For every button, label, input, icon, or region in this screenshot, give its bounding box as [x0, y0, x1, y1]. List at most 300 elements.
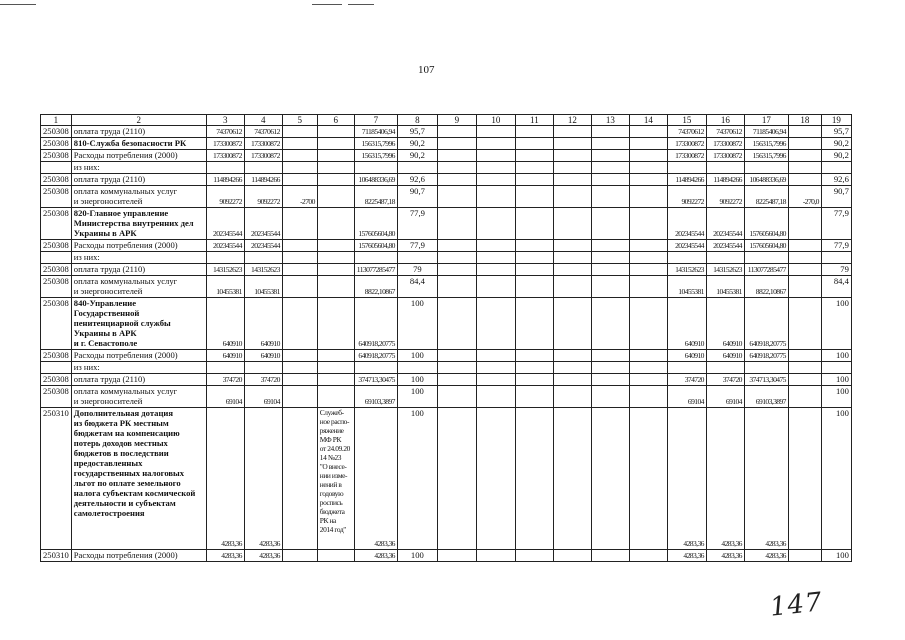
empty-col-14: [629, 374, 667, 386]
value-col-16: 173300872: [706, 150, 744, 162]
empty-col-12: [553, 208, 591, 240]
empty-col-9: [437, 240, 476, 252]
column-header: 9: [437, 115, 476, 126]
value-col-17: [744, 252, 788, 264]
value-col-3: 202345544: [206, 208, 244, 240]
value-col-18: [788, 386, 821, 408]
column-header: 2: [71, 115, 206, 126]
row-code: 250310: [41, 408, 72, 550]
value-col-15: [667, 162, 706, 174]
column-header: 15: [667, 115, 706, 126]
value-col-3: 9092272: [206, 186, 244, 208]
value-col-16: 9092272: [706, 186, 744, 208]
value-col-15: [667, 252, 706, 264]
value-col-18: [788, 298, 821, 350]
value-col-16: 4283,36: [706, 408, 744, 550]
percent-col-8: 100: [397, 408, 437, 550]
row-name: оплата труда (2110): [71, 126, 206, 138]
row-code: 250308: [41, 276, 72, 298]
row-code: 250308: [41, 298, 72, 350]
percent-col-19: 95,7: [821, 126, 851, 138]
empty-col-10: [476, 208, 515, 240]
empty-col-9: [437, 550, 476, 562]
percent-col-19: 100: [821, 374, 851, 386]
table-row: [41, 162, 852, 174]
column-header: 10: [476, 115, 515, 126]
value-col-5: [282, 174, 317, 186]
note-col-6: [317, 550, 354, 562]
value-col-3: 74370612: [206, 126, 244, 138]
value-col-18: [788, 252, 821, 264]
value-col-7: 69103,3897: [354, 386, 397, 408]
value-col-4: [244, 252, 282, 264]
percent-col-8: 95,7: [397, 126, 437, 138]
percent-col-19: 100: [821, 350, 851, 362]
page-number: 107: [418, 64, 435, 76]
table-row: [41, 252, 852, 264]
value-col-18: -270,0: [788, 186, 821, 208]
empty-col-14: [629, 162, 667, 174]
column-header: 12: [553, 115, 591, 126]
note-col-6: [317, 362, 354, 374]
empty-col-14: [629, 208, 667, 240]
column-header: 13: [591, 115, 629, 126]
row-name: Расходы потребления (2000): [71, 150, 206, 162]
column-header: 5: [282, 115, 317, 126]
value-col-16: 114894266: [706, 174, 744, 186]
row-code: 250308: [41, 208, 72, 240]
value-col-3: 173300872: [206, 138, 244, 150]
value-col-17: 113077285477: [744, 264, 788, 276]
note-col-6: [317, 208, 354, 240]
empty-col-12: [553, 138, 591, 150]
value-col-3: 69104: [206, 386, 244, 408]
value-col-5: [282, 408, 317, 550]
percent-col-8: 100: [397, 374, 437, 386]
row-name: оплата труда (2110): [71, 174, 206, 186]
empty-col-11: [515, 126, 553, 138]
value-col-4: 374720: [244, 374, 282, 386]
column-header: 14: [629, 115, 667, 126]
note-col-6: [317, 162, 354, 174]
row-code: [41, 362, 72, 374]
value-col-5: [282, 362, 317, 374]
value-col-18: [788, 138, 821, 150]
value-col-15: 374720: [667, 374, 706, 386]
percent-col-19: 79: [821, 264, 851, 276]
value-col-17: 157605604,80: [744, 208, 788, 240]
empty-col-12: [553, 186, 591, 208]
row-name: оплата коммунальных услуг и энергоносителей: [71, 186, 206, 208]
value-col-7: 156315,7996: [354, 150, 397, 162]
row-code: 250308: [41, 374, 72, 386]
percent-col-19: 90,2: [821, 138, 851, 150]
empty-col-11: [515, 138, 553, 150]
empty-col-9: [437, 252, 476, 264]
value-col-4: 10455381: [244, 276, 282, 298]
value-col-5: [282, 252, 317, 264]
empty-col-12: [553, 240, 591, 252]
empty-col-13: [591, 350, 629, 362]
empty-col-10: [476, 350, 515, 362]
value-col-17: 4283,36: [744, 408, 788, 550]
empty-col-12: [553, 150, 591, 162]
value-col-7: 8225487,18: [354, 186, 397, 208]
value-col-17: 640918,20775: [744, 298, 788, 350]
empty-col-11: [515, 162, 553, 174]
percent-col-19: [821, 252, 851, 264]
table-row: [41, 408, 852, 550]
empty-col-12: [553, 298, 591, 350]
value-col-5: -2700: [282, 186, 317, 208]
percent-col-19: 90,7: [821, 186, 851, 208]
empty-col-14: [629, 264, 667, 276]
table-row: [41, 240, 852, 252]
value-col-7: 113077285477: [354, 264, 397, 276]
empty-col-10: [476, 126, 515, 138]
value-col-7: 157605604,80: [354, 208, 397, 240]
row-code: [41, 162, 72, 174]
empty-col-14: [629, 276, 667, 298]
empty-col-13: [591, 408, 629, 550]
percent-col-19: 100: [821, 408, 851, 550]
value-col-4: 74370612: [244, 126, 282, 138]
value-col-17: 156315,7996: [744, 150, 788, 162]
value-col-17: 69103,3897: [744, 386, 788, 408]
percent-col-19: [821, 362, 851, 374]
column-header: 18: [788, 115, 821, 126]
percent-col-8: 100: [397, 550, 437, 562]
table-row: [41, 126, 852, 138]
value-col-15: 4283,36: [667, 408, 706, 550]
empty-col-9: [437, 264, 476, 276]
value-col-16: 202345544: [706, 240, 744, 252]
empty-col-12: [553, 374, 591, 386]
value-col-16: 640910: [706, 350, 744, 362]
value-col-16: [706, 252, 744, 264]
percent-col-19: 100: [821, 550, 851, 562]
empty-col-10: [476, 298, 515, 350]
row-code: 250308: [41, 264, 72, 276]
empty-col-9: [437, 408, 476, 550]
value-col-16: 74370612: [706, 126, 744, 138]
empty-col-11: [515, 362, 553, 374]
percent-col-8: 84,4: [397, 276, 437, 298]
value-col-3: [206, 362, 244, 374]
value-col-15: 4283,36: [667, 550, 706, 562]
empty-col-13: [591, 298, 629, 350]
row-code: 250308: [41, 386, 72, 408]
note-col-6: [317, 298, 354, 350]
empty-col-10: [476, 276, 515, 298]
percent-col-19: 77,9: [821, 208, 851, 240]
column-header: 8: [397, 115, 437, 126]
value-col-4: [244, 362, 282, 374]
empty-col-10: [476, 550, 515, 562]
empty-col-11: [515, 350, 553, 362]
value-col-15: 9092272: [667, 186, 706, 208]
empty-col-13: [591, 240, 629, 252]
empty-col-13: [591, 276, 629, 298]
empty-col-12: [553, 386, 591, 408]
value-col-5: [282, 298, 317, 350]
value-col-15: 640910: [667, 298, 706, 350]
empty-col-11: [515, 208, 553, 240]
value-col-18: [788, 150, 821, 162]
row-name: 820-Главное управление Министерства внутренних дел Украины в АРК: [71, 208, 206, 240]
row-name: оплата коммунальных услуг и энергоносителей: [71, 386, 206, 408]
value-col-18: [788, 362, 821, 374]
empty-col-14: [629, 362, 667, 374]
empty-col-13: [591, 150, 629, 162]
note-col-6: [317, 240, 354, 252]
table-row: [41, 276, 852, 298]
empty-col-11: [515, 408, 553, 550]
note-col-6: [317, 174, 354, 186]
row-name: 810-Служба безопасности РК: [71, 138, 206, 150]
empty-col-14: [629, 174, 667, 186]
value-col-5: [282, 374, 317, 386]
row-code: 250308: [41, 126, 72, 138]
value-col-18: [788, 126, 821, 138]
value-col-17: 4283,36: [744, 550, 788, 562]
empty-col-10: [476, 240, 515, 252]
column-header: 17: [744, 115, 788, 126]
value-col-15: 74370612: [667, 126, 706, 138]
empty-col-13: [591, 550, 629, 562]
table-header-row: [41, 115, 852, 126]
empty-col-9: [437, 208, 476, 240]
value-col-4: 640910: [244, 350, 282, 362]
value-col-4: 640910: [244, 298, 282, 350]
value-col-4: 173300872: [244, 150, 282, 162]
empty-col-9: [437, 150, 476, 162]
value-col-5: [282, 138, 317, 150]
value-col-15: 173300872: [667, 150, 706, 162]
empty-col-10: [476, 186, 515, 208]
empty-col-9: [437, 174, 476, 186]
scan-mark-top-2: [348, 4, 374, 5]
value-col-7: 156315,7996: [354, 138, 397, 150]
row-name: оплата труда (2110): [71, 374, 206, 386]
row-name: Дополнительная дотация из бюджета РК местным бюджетам на компенсацию потерь доходов местных бюджетов в последствии предоставленных государственных налоговых льгот по оплате земельного налога субъектам космической деятельности и субъектам самолетостроения: [71, 408, 206, 550]
value-col-15: 202345544: [667, 240, 706, 252]
value-col-7: 71185406,94: [354, 126, 397, 138]
empty-col-9: [437, 162, 476, 174]
value-col-15: 202345544: [667, 208, 706, 240]
value-col-16: [706, 362, 744, 374]
value-col-17: 8822,10867: [744, 276, 788, 298]
value-col-4: [244, 162, 282, 174]
table-row: [41, 174, 852, 186]
value-col-4: 114894266: [244, 174, 282, 186]
column-header: 16: [706, 115, 744, 126]
row-code: 250308: [41, 174, 72, 186]
row-name: оплата труда (2110): [71, 264, 206, 276]
value-col-17: 106488336,69: [744, 174, 788, 186]
value-col-5: [282, 240, 317, 252]
empty-col-13: [591, 174, 629, 186]
empty-col-14: [629, 252, 667, 264]
percent-col-8: 90,2: [397, 138, 437, 150]
value-col-4: 4283,36: [244, 550, 282, 562]
column-header: 19: [821, 115, 851, 126]
empty-col-11: [515, 276, 553, 298]
table-row: [41, 264, 852, 276]
percent-col-8: [397, 162, 437, 174]
percent-col-19: 77,9: [821, 240, 851, 252]
percent-col-8: 92,6: [397, 174, 437, 186]
value-col-5: [282, 550, 317, 562]
empty-col-11: [515, 150, 553, 162]
column-header: 6: [317, 115, 354, 126]
value-col-3: [206, 162, 244, 174]
value-col-17: [744, 362, 788, 374]
empty-col-10: [476, 174, 515, 186]
value-col-18: [788, 276, 821, 298]
note-col-6: [317, 374, 354, 386]
empty-col-10: [476, 362, 515, 374]
value-col-16: 202345544: [706, 208, 744, 240]
percent-col-19: [821, 162, 851, 174]
row-name: оплата коммунальных услуг и энергоносителей: [71, 276, 206, 298]
value-col-15: 69104: [667, 386, 706, 408]
empty-col-10: [476, 386, 515, 408]
value-col-17: 8225487,18: [744, 186, 788, 208]
empty-col-14: [629, 550, 667, 562]
empty-col-10: [476, 138, 515, 150]
table-row: [41, 186, 852, 208]
column-header: 4: [244, 115, 282, 126]
scan-mark-top-left: [0, 4, 36, 5]
value-col-16: 173300872: [706, 138, 744, 150]
value-col-5: [282, 208, 317, 240]
value-col-5: [282, 126, 317, 138]
value-col-17: 157605604,80: [744, 240, 788, 252]
value-col-5: [282, 162, 317, 174]
value-col-3: [206, 252, 244, 264]
value-col-3: 4283,36: [206, 550, 244, 562]
empty-col-13: [591, 374, 629, 386]
empty-col-9: [437, 374, 476, 386]
percent-col-19: 90,2: [821, 150, 851, 162]
percent-col-8: 100: [397, 386, 437, 408]
empty-col-9: [437, 138, 476, 150]
percent-col-8: 77,9: [397, 208, 437, 240]
value-col-3: 640910: [206, 298, 244, 350]
value-col-3: 4283,36: [206, 408, 244, 550]
row-name: Расходы потребления (2000): [71, 240, 206, 252]
empty-col-12: [553, 126, 591, 138]
percent-col-8: [397, 362, 437, 374]
row-name: из них:: [71, 252, 206, 264]
empty-col-12: [553, 276, 591, 298]
value-col-5: [282, 150, 317, 162]
percent-col-19: 100: [821, 298, 851, 350]
value-col-3: 640910: [206, 350, 244, 362]
value-col-18: [788, 240, 821, 252]
percent-col-19: 92,6: [821, 174, 851, 186]
value-col-4: 4283,36: [244, 408, 282, 550]
value-col-16: 143152623: [706, 264, 744, 276]
table-row: [41, 386, 852, 408]
value-col-7: 4283,36: [354, 408, 397, 550]
empty-col-14: [629, 408, 667, 550]
empty-col-13: [591, 264, 629, 276]
value-col-3: 10455381: [206, 276, 244, 298]
empty-col-9: [437, 350, 476, 362]
row-name: из них:: [71, 362, 206, 374]
empty-col-10: [476, 162, 515, 174]
percent-col-8: 100: [397, 350, 437, 362]
note-col-6: [317, 276, 354, 298]
row-code: [41, 252, 72, 264]
empty-col-9: [437, 362, 476, 374]
table-row: [41, 150, 852, 162]
value-col-7: 374713,30475: [354, 374, 397, 386]
column-header: 1: [41, 115, 72, 126]
value-col-7: 106488336,69: [354, 174, 397, 186]
empty-col-11: [515, 252, 553, 264]
note-col-6: [317, 264, 354, 276]
empty-col-12: [553, 162, 591, 174]
value-col-7: 640918,20775: [354, 350, 397, 362]
value-col-16: 640910: [706, 298, 744, 350]
row-name: Расходы потребления (2000): [71, 550, 206, 562]
value-col-18: [788, 162, 821, 174]
row-code: 250308: [41, 150, 72, 162]
column-header: 11: [515, 115, 553, 126]
value-col-5: [282, 264, 317, 276]
empty-col-12: [553, 350, 591, 362]
value-col-16: 69104: [706, 386, 744, 408]
empty-col-14: [629, 150, 667, 162]
value-col-16: 374720: [706, 374, 744, 386]
value-col-4: 9092272: [244, 186, 282, 208]
empty-col-13: [591, 208, 629, 240]
value-col-5: [282, 386, 317, 408]
table-row: [41, 374, 852, 386]
empty-col-12: [553, 252, 591, 264]
empty-col-11: [515, 186, 553, 208]
table-row: [41, 208, 852, 240]
percent-col-8: 100: [397, 298, 437, 350]
scan-mark-top: [312, 4, 342, 5]
value-col-7: [354, 362, 397, 374]
value-col-18: [788, 350, 821, 362]
empty-col-14: [629, 350, 667, 362]
value-col-17: 374713,30475: [744, 374, 788, 386]
value-col-7: 157605604,80: [354, 240, 397, 252]
value-col-17: 71185406,94: [744, 126, 788, 138]
empty-col-10: [476, 374, 515, 386]
value-col-15: 114894266: [667, 174, 706, 186]
note-col-6: [317, 350, 354, 362]
percent-col-8: 79: [397, 264, 437, 276]
value-col-7: 8822,10867: [354, 276, 397, 298]
empty-col-10: [476, 252, 515, 264]
value-col-15: 143152623: [667, 264, 706, 276]
value-col-18: [788, 550, 821, 562]
value-col-18: [788, 408, 821, 550]
value-col-18: [788, 264, 821, 276]
note-col-6: Служеб- ное распо- ряжение МФ РК от 24.09.20 14 №23 "О внесе- нии изме- нений в годовую роспись бюджета РК на 2014 год": [317, 408, 354, 550]
empty-col-14: [629, 386, 667, 408]
value-col-18: [788, 208, 821, 240]
table-row: [41, 350, 852, 362]
column-header: 3: [206, 115, 244, 126]
note-col-6: [317, 252, 354, 264]
